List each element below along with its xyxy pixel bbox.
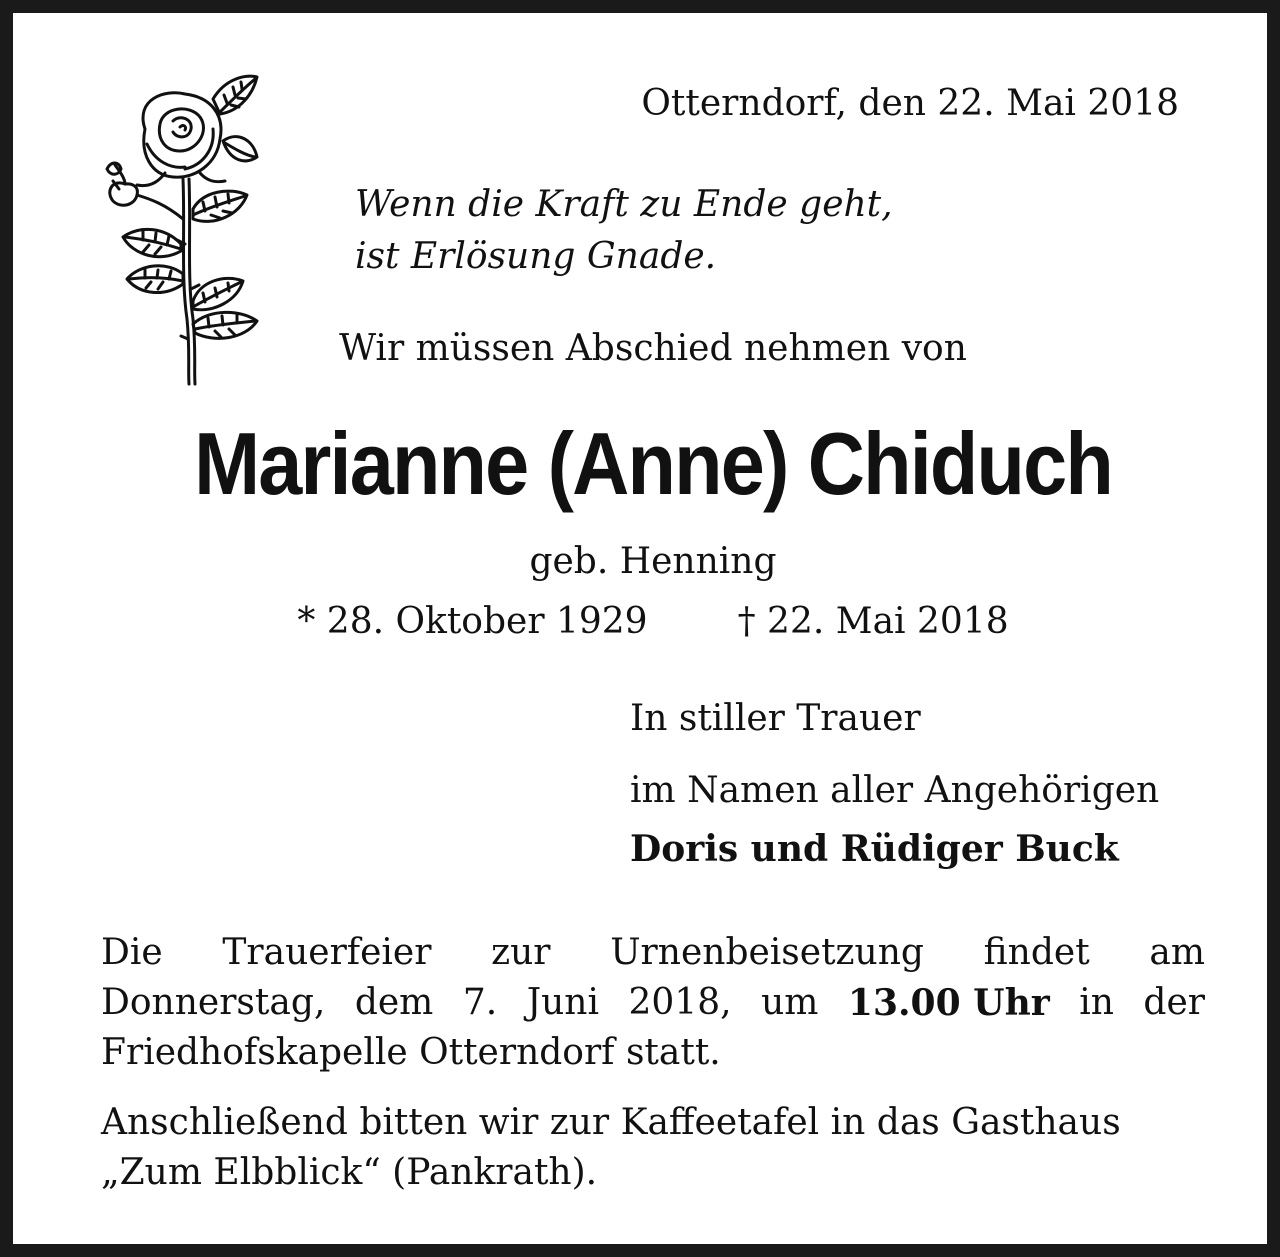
ceremony-line-3: Friedhofskapelle Otterndorf statt. bbox=[101, 1032, 721, 1073]
motto-line: Wenn die Kraft zu Ende geht, bbox=[355, 184, 893, 225]
reception-line-1: Anschließend bitten wir zur Kaffeetafel in das Gasthaus bbox=[101, 1102, 1121, 1143]
motto-quote bbox=[355, 179, 893, 283]
relatives-line: im Namen aller Angehörigen bbox=[630, 770, 1160, 811]
motto-line: ist Erlösung Gnade. bbox=[355, 236, 717, 277]
ceremony-time: 13.00 Uhr bbox=[847, 982, 1050, 1024]
reception-notice bbox=[101, 1098, 1205, 1198]
intro-line: Wir müssen Abschied nehmen von bbox=[339, 328, 967, 369]
ceremony-word: dem bbox=[354, 982, 434, 1023]
ceremony-line-1 bbox=[101, 928, 1205, 978]
maiden-name: geb. Henning bbox=[529, 541, 777, 582]
ceremony-word: zur bbox=[491, 932, 551, 973]
ceremony-word: in bbox=[1079, 982, 1114, 1023]
ceremony-word: Donnerstag, bbox=[101, 982, 326, 1023]
mourning-line: In stiller Trauer bbox=[630, 698, 921, 739]
ceremony-notice bbox=[101, 928, 1205, 1078]
intro-text bbox=[13, 328, 1280, 369]
mourners-block bbox=[630, 698, 1159, 870]
ceremony-word: Juni bbox=[526, 982, 600, 1023]
ceremony-word: Urnenbeisetzung bbox=[610, 932, 924, 973]
mourner-names: Doris und Rüdiger Buck bbox=[630, 828, 1119, 870]
ceremony-word: findet bbox=[983, 932, 1090, 973]
ceremony-word: Die bbox=[101, 932, 163, 973]
ceremony-word: um bbox=[761, 982, 819, 1023]
reception-line-2: „Zum Elbblick“ (Pankrath). bbox=[101, 1152, 598, 1193]
place-date: Otterndorf, den 22. Mai 2018 bbox=[641, 83, 1179, 124]
ceremony-word: am bbox=[1149, 932, 1205, 973]
birth-date: * 28. Oktober 1929 bbox=[297, 601, 648, 642]
death-date: † 22. Mai 2018 bbox=[737, 601, 1009, 642]
ceremony-word: der bbox=[1143, 982, 1205, 1023]
ceremony-word: 7. bbox=[462, 982, 498, 1023]
deceased-name: Marianne (Anne) Chiduch bbox=[194, 414, 1112, 513]
ceremony-word: 2018, bbox=[628, 982, 732, 1023]
life-dates bbox=[13, 601, 1280, 642]
ceremony-word: Trauerfeier bbox=[222, 932, 432, 973]
ceremony-line-2 bbox=[101, 978, 1205, 1028]
